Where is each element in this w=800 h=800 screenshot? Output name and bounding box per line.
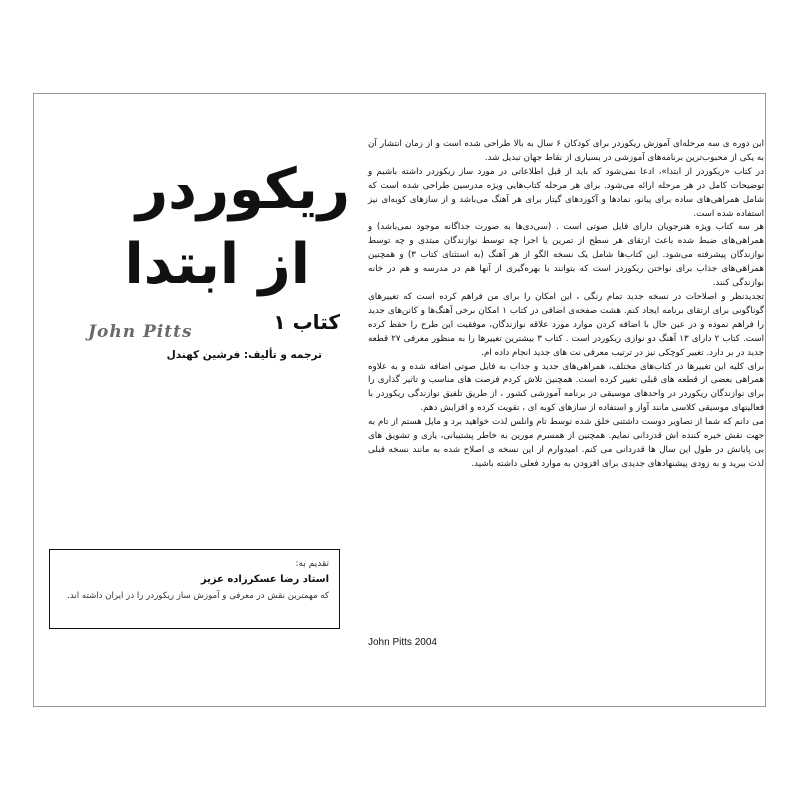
- dedication-label: تقدیم به:: [295, 559, 329, 569]
- author-name: John Pitts: [88, 322, 193, 342]
- book-number: کتاب ۱: [273, 310, 340, 334]
- paragraph: برای کلیه این تغییرها در کتاب‌های مختلف، همراهی‌های جدید و جذاب به فایل صوتی اضافه شده و به علاوه همراهی بعضی از قطعه های قبلی تغییر کرده است. همچنین تلاش کردم فرصت های مناسب و تاثیر گذاری را برای نوازندگان ریکوردر در واحدهای موسیقی در برنامه آموزشی کشور ، از طریق تلفیق نوازندگی ریکوردر با فعالیتهای موسیقی کلاسی مانند آواز و استفاده از سازهای کوبه ای ، تقویت کرده و افزایش دهم.: [368, 361, 764, 414]
- paragraph: این دوره ی سه مرحله‌ای آموزش ریکوردر برای کودکان ۶ سال به بالا طراحی شده است و از زمان انتشار آن به یکی از محبوب‌ترین برنامه‌های آموزشی در بسیاری از نقاط جهان تبدیل شد.: [368, 139, 764, 163]
- book-title-line-1: ریکوردر: [135, 157, 350, 222]
- paragraph: در کتاب «ریکوردر از ابتدا»، ادعا نمی‌شود که باید از قبل اطلاعاتی در مورد ساز ریکوردر داشته باشیم و توضیحات کامل در هر مرحله ارائه می‌شود. برای هر مرحله کتاب‌هایی ویژه مدرسین طراحی شده است که شامل همراهی‌های ساده برای پیانو، نماد‌ها و آکوردهای گیتار برای هر آهنگ می‌باشد و از سازهای کوبه‌ای نیز استفاده شده است.: [368, 166, 764, 219]
- dedication-box: [49, 549, 340, 629]
- introduction-text: [368, 138, 764, 472]
- book-title-line-2: از ابتدا: [124, 232, 310, 297]
- translator-credit: ترجمه و تألیف: فرشین کهندل: [166, 349, 322, 361]
- paragraph: هر سه کتاب ویژه هنرجویان دارای فایل صوتی است . (سی‌دی‌ها به صورت جداگانه موجود نمی‌باشد) و همراهی‌های ضبط شده باعث ارتقای هر سطح از تمرین یا اجرا چه توسط نوازندگان مبتدی و چه توسط نوازندگان پیشرفته می‌شود. این کتاب‌ها شامل یک نسخه الگو از هر آهنگ (به استثنای کتاب ۳) و همچنین همراهی‌های جذاب برای نواختن ریکوردر است که بتوانند با بهره‌گیری از آنها هم در مدرسه و هم در خانه نوازندگی کنند.: [368, 222, 764, 289]
- dedication-text: که مهمترین نقش در معرفی و آموزش ساز ریکوردر را در ایران داشته اند.: [67, 591, 329, 601]
- paragraph: می دانم که شما از تصاویر دوست داشتنی خلق شده توسط تام وانلس لذت خواهید برد و مایل هستم از تام به جهت نقش خیره کننده اش قدردانی نمایم. همچنین از همسرم مورین به خاطر پشتیبانی، یاری و تشویق های بی پایانش در طول این سال ها قدردانی می کنم. امیدوارم از این نسخه ی اصلاح شده به مانند نسخه قبلی لذت ببرید و به زودی پیشنهادهای جدیدی برای افزودن به موارد فعلی داشته باشید.: [368, 417, 764, 469]
- paragraph: تجدیدنظر و اصلاحات در نسخه جدید تمام رنگی ، این امکان را برای من فراهم کرده است که تغییرهای گوناگونی برای ارتقای برنامه ایجاد کنم. هشت صفحه‌ی اضافی در کتاب ۱ امکان برخی آهنگ‌ها و کانن‌های جدید را فراهم نموده و در عین حال با اضافه کردن موارد مورد علاقه نوازندگان، موفقیت این طرح را حفظ کرده است. کتاب ۲ دارای ۱۳ آهنگ دو نوازی ریکوردر است . کتاب ۳ بیشترین تغییرها را به منظور معرفی ۲۷ قطعه جدید در بر دارد. تغییر کوچکی نیز در ترتیب معرفی نت های جدید انجام داده ام.: [368, 291, 765, 358]
- dedication-name: استاد رضا عسکرزاده عزیز: [200, 574, 329, 585]
- signature: John Pitts 2004: [368, 637, 437, 648]
